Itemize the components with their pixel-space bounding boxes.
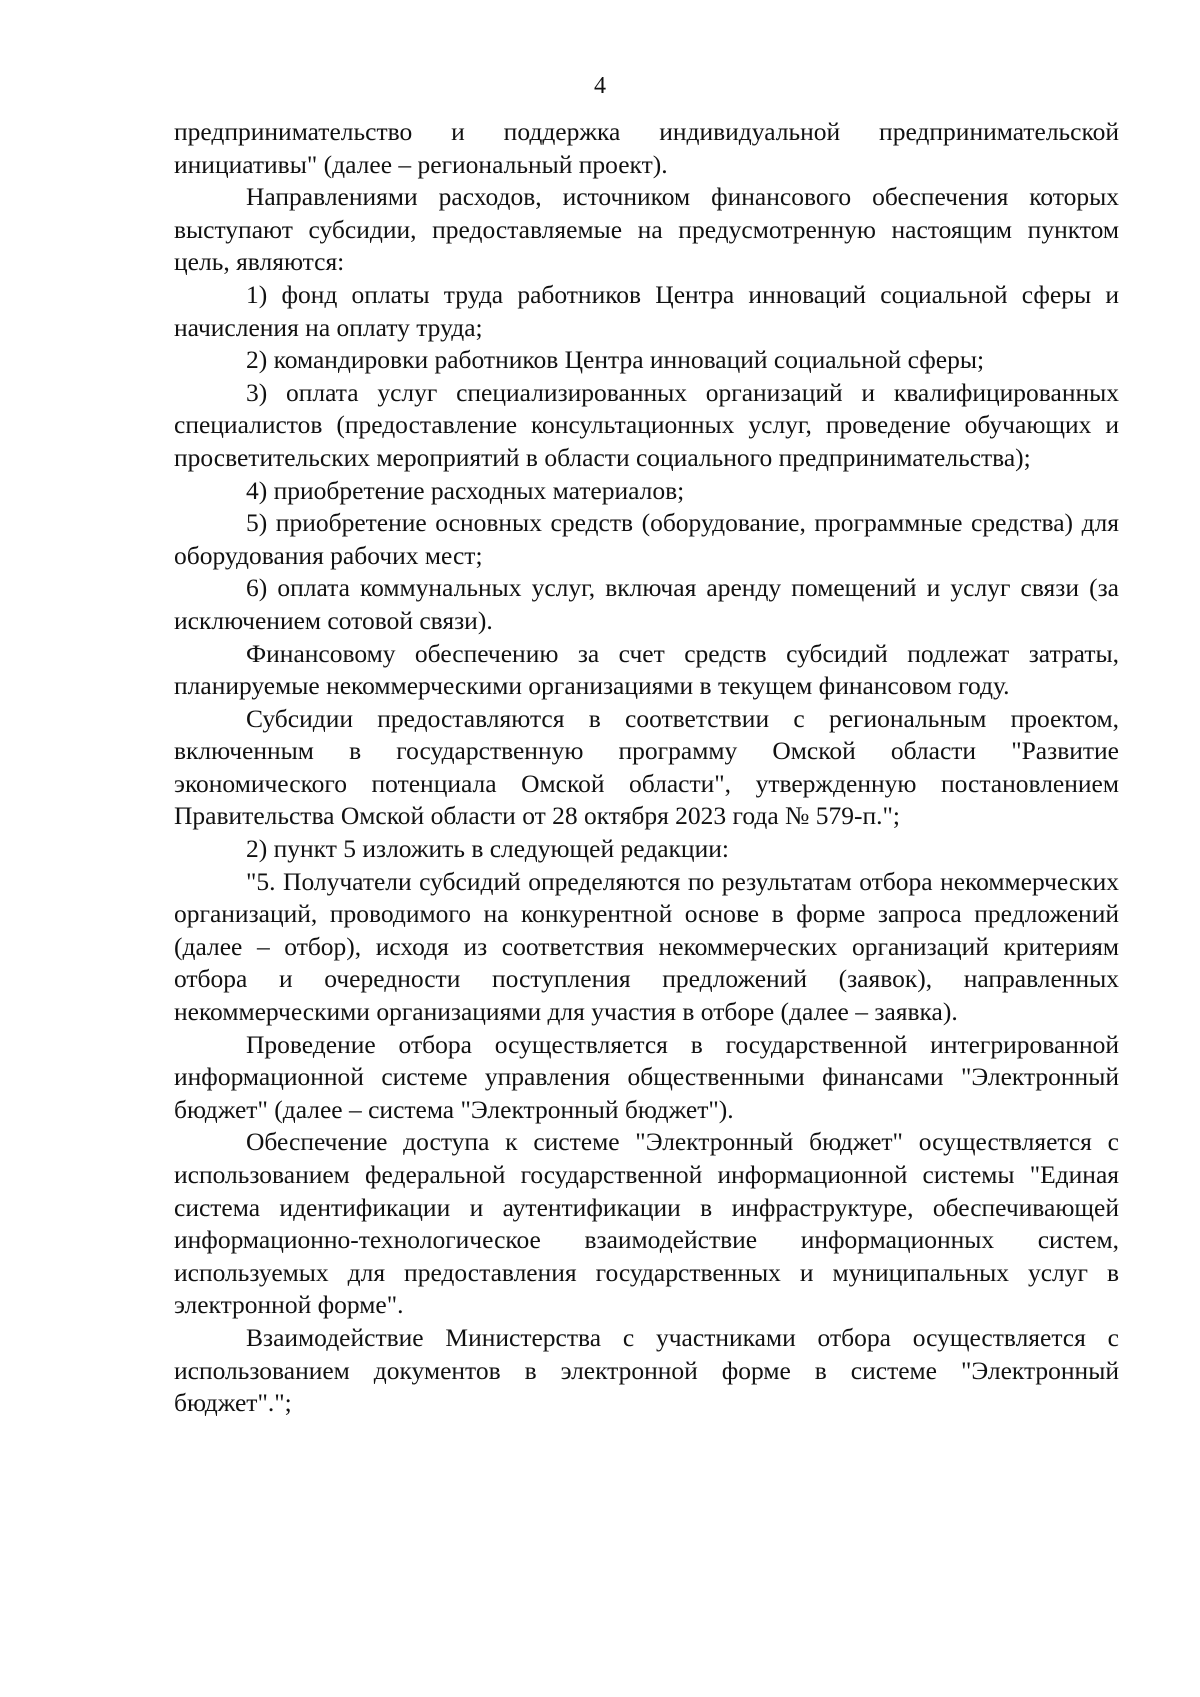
paragraph: 2) пункт 5 изложить в следующей редакции: [246, 834, 729, 864]
paragraph: 1) фонд оплаты труда работников Центра инноваций социальной сферы и начисления на оплату труда; [174, 279, 1119, 342]
paragraph: 5) приобретение основных средств (оборудование, программные средства) для оборудования рабочих мест; [174, 508, 1119, 570]
paragraph: Проведение отбора осуществляется в государственной интегрированной информационной системе управления общественными финансами "Электронный бюджет" (далее – система "Электронный бюджет"). [174, 1029, 1119, 1124]
paragraph: Финансовому обеспечению за счет средств субсидий подлежат затраты, планируемые некоммерческими организациями в текущем финансовом году. [174, 638, 1119, 701]
paragraph: Субсидии предоставляются в соответствии с региональным проектом, включенным в государственную программу Омской области "Развитие экономического потенциала Омской области", утвержденную постановлением Правительства Омской области от 28 октября 2023 года № 579-п."; [174, 703, 1119, 831]
paragraph: "5. Получатели субсидий определяются по результатам отбора некоммерческих организаций, проводимого на конкурентной основе в форме запроса предложений (далее – отбор), исходя из соответствия некоммерческих организаций критериям отбора и очередности поступления предложений (заявок), направленных некоммерческими организациями для участия в отборе (далее – заявка). [174, 866, 1119, 1027]
paragraph: 6) оплата коммунальных услуг, включая аренду помещений и услуг связи (за исключением сотовой связи). [174, 573, 1119, 635]
paragraph: Обеспечение доступа к системе "Электронный бюджет" осуществляется с использованием федеральной государственной информационной системы "Единая система идентификации и аутентификации в инфраструктуре, обеспечивающей информационно-технологическое взаимодействие информационных систем, используемых для предоставления государственных и муниципальных услуг в электронной форме". [174, 1127, 1119, 1320]
paragraph: 4) приобретение расходных материалов; [246, 475, 685, 505]
paragraph: Направлениями расходов, источником финансового обеспечения которых выступают субсидии, предоставляемые на предусмотренную настоящим пунктом цель, являются: [174, 182, 1119, 277]
paragraph: 3) оплата услуг специализированных организаций и квалифицированных специалистов (предоставление консультационных услуг, проведение обучающих и просветительских мероприятий в области социального предпринимательства); [174, 377, 1119, 472]
paragraph: Взаимодействие Министерства с участниками отбора осуществляется с использованием документов в электронной форме в системе "Электронный бюджет"."; [174, 1322, 1119, 1418]
page-number: 4 [594, 73, 606, 99]
paragraph: предпринимательство и поддержка индивидуальной предпринимательской инициативы" (далее – региональный проект). [174, 117, 1119, 179]
document-body [174, 116, 1119, 1420]
paragraph: 2) командировки работников Центра инноваций социальной сферы; [246, 345, 985, 375]
